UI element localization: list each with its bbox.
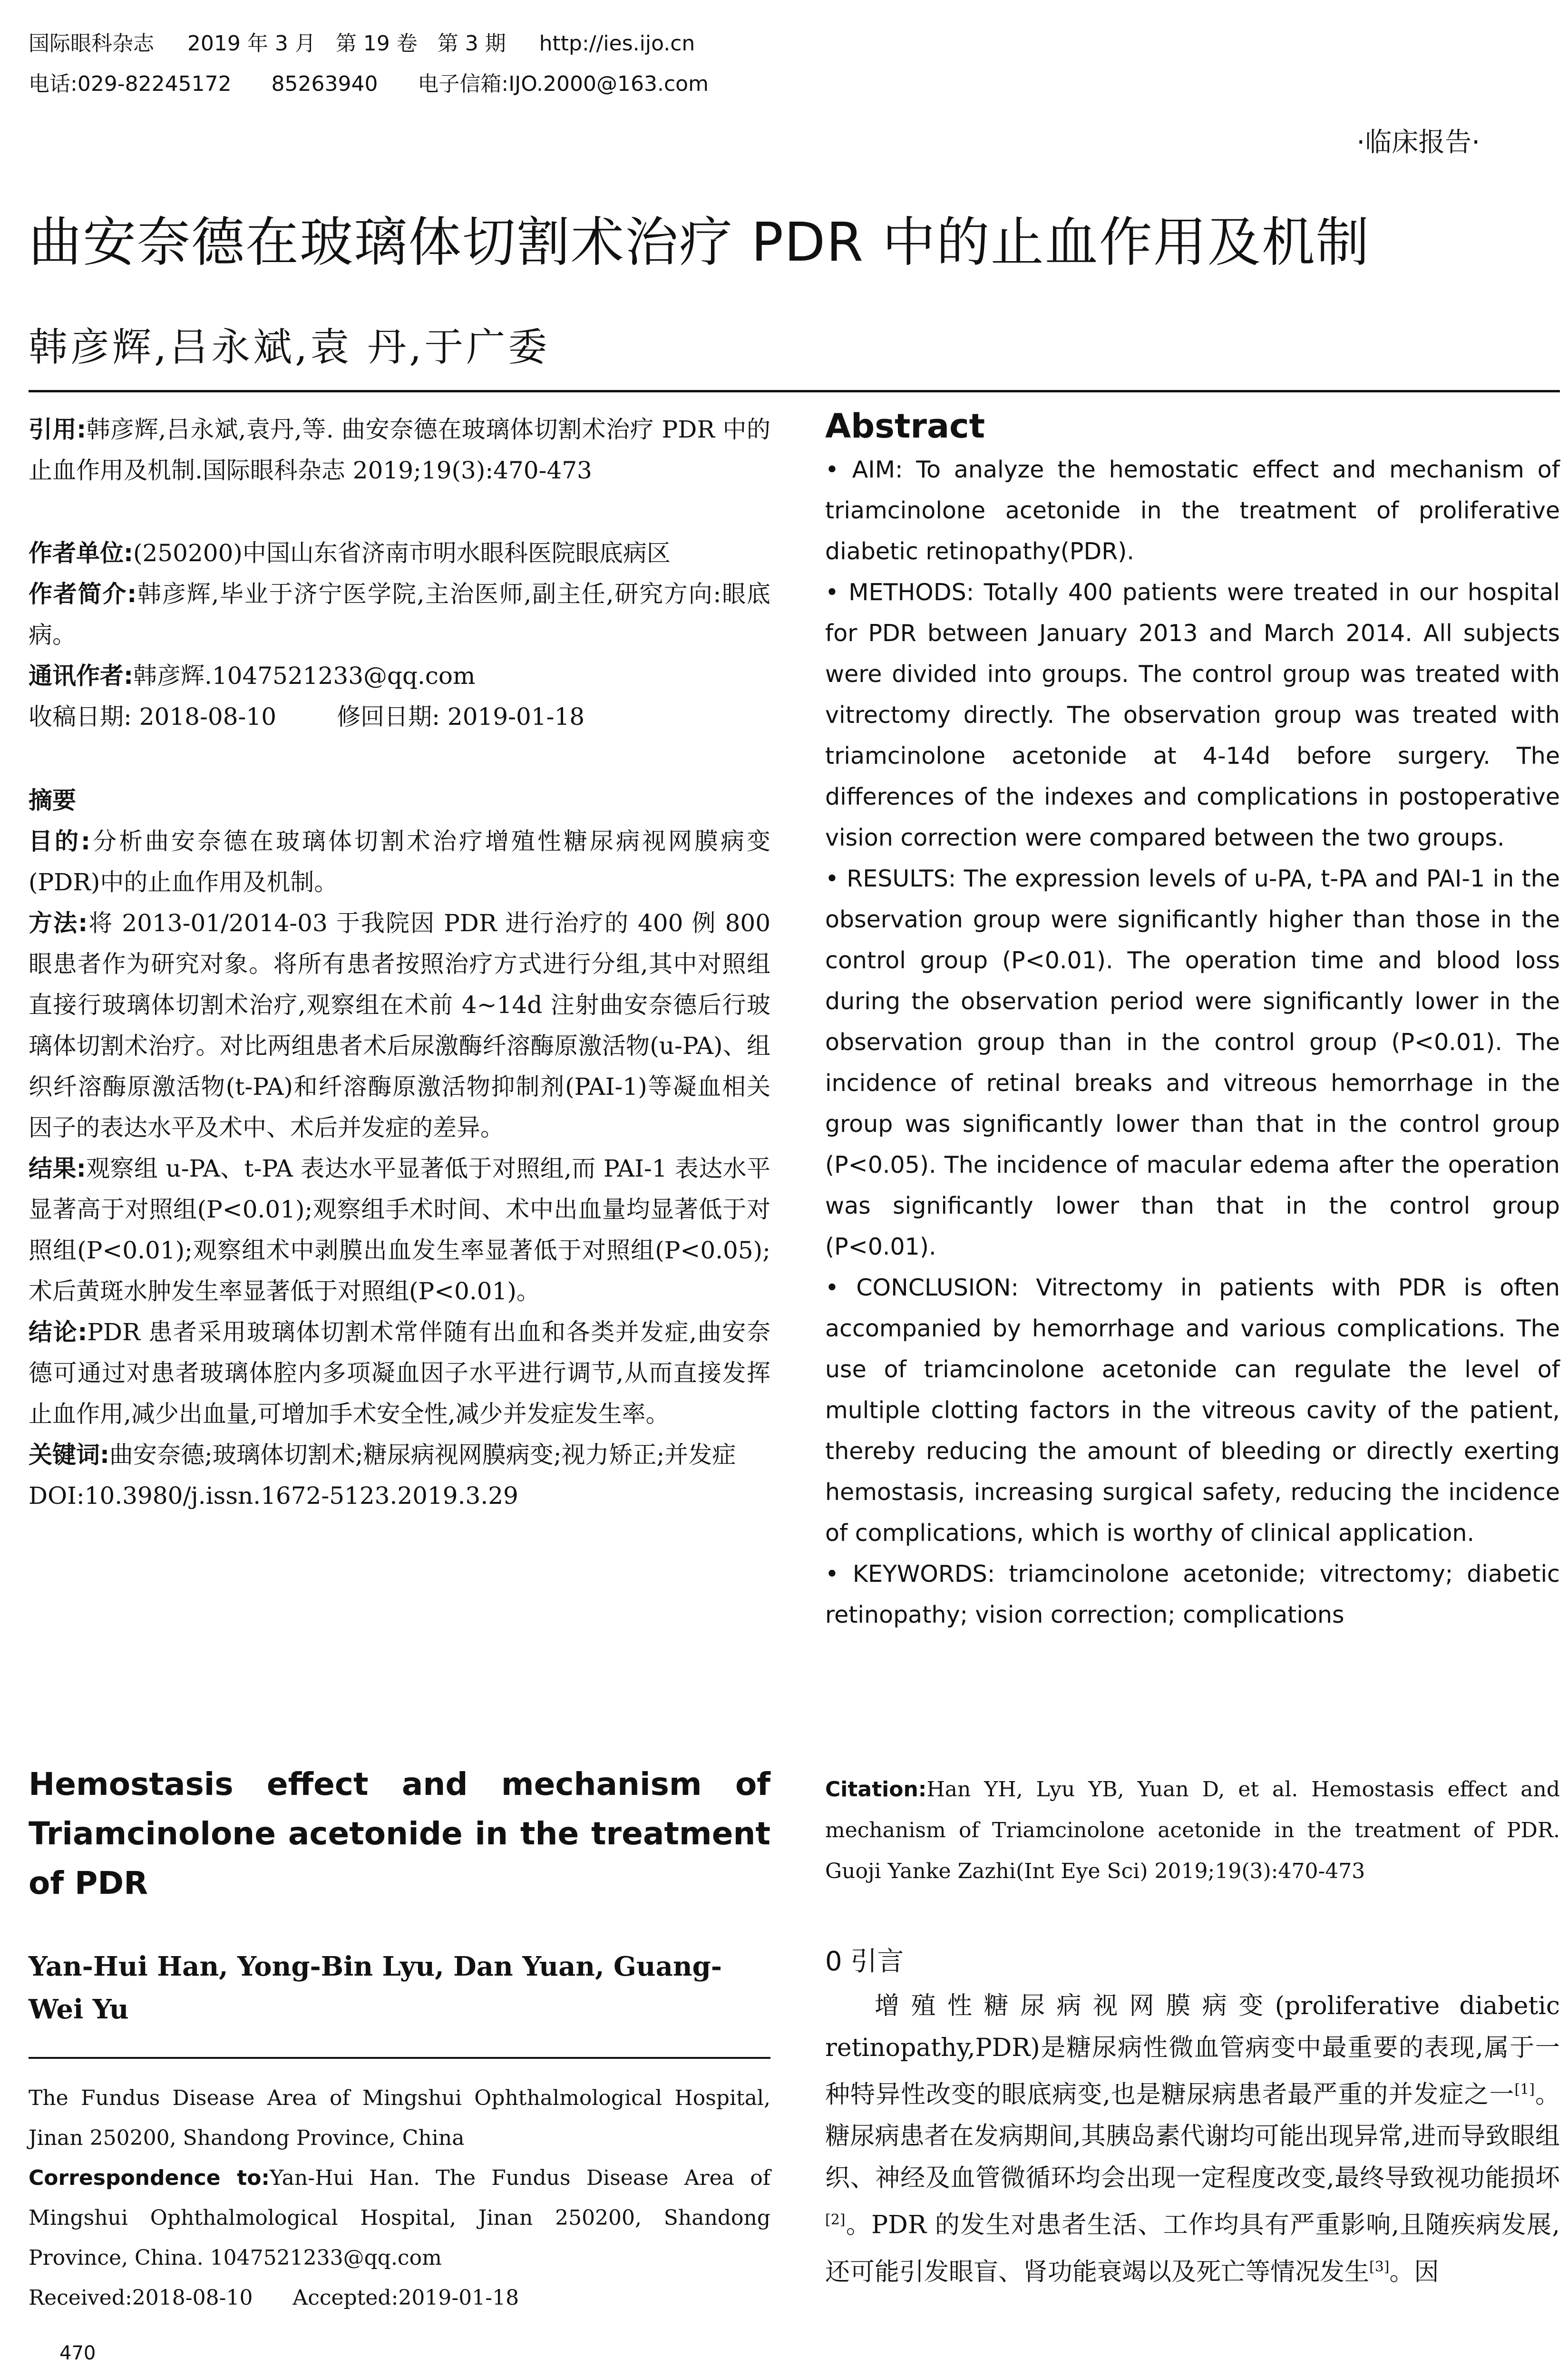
intro-text-1: 增殖性糖尿病视网膜病变(proliferative diabetic retinopathy,PDR)是糖尿病性微血管病变中最重要的表现,属于一种特异性改变的眼底病变,也是糖尿病患者最严重的并发症之一 [825, 1992, 1560, 2109]
intro-text-3: 。PDR 的发生对患者生活、工作均具有严重影响,且随疾病发展,还可能引发眼盲、肾功能衰竭以及死亡等情况发生 [825, 2211, 1560, 2286]
affiliation-rule [29, 2057, 770, 2059]
doi-text: DOI:10.3980/j.issn.1672-5123.2019.3.29 [29, 1482, 518, 1510]
abstract-en [825, 407, 1560, 1636]
abstract-en-heading: Abstract [825, 407, 985, 446]
title-rule [29, 390, 1560, 392]
citation-en-label: Citation: [825, 1777, 927, 1802]
citation-en [825, 1769, 1560, 1892]
citation-cn-text: 韩彦辉,吕永斌,袁丹,等. 曲安奈德在玻璃体切割术治疗 PDR 中的止血作用及机制.国际眼科杂志 2019;19(3):470-473 [29, 416, 770, 484]
intro-heading: 0 引言 [825, 1946, 904, 1977]
page-number: 470 [59, 2342, 96, 2364]
journal-header-line2: 电话:029-82245172 85263940 电子信箱:IJO.2000@163.com [29, 72, 709, 96]
intro-paragraph [825, 1985, 1560, 2293]
intro-text-4: 。因 [1389, 2257, 1439, 2286]
article-title: 曲安奈德在玻璃体切割术治疗 PDR 中的止血作用及机制 [29, 212, 1370, 273]
english-received: Received:2018-08-10 Accepted:2019-01-18 [29, 2286, 519, 2310]
author-meta [29, 533, 770, 737]
english-affiliation-block [29, 2078, 770, 2318]
ref-3[interactable]: [3] [1369, 2258, 1390, 2275]
conclusion-cn-label: 结论: [29, 1318, 88, 1346]
corr-text: 韩彦辉.1047521233@qq.com [133, 662, 476, 690]
methods-en: • METHODS: Totally 400 patients were treated in our hospital for PDR between January 2013 and March 2014. All subjects were divided into groups. The control group was treated with vitrectomy directly. The observation group was treated with triamcinolone acetonide at 4-14d before surgery. The differences of the indexes and complications in postoperative vision correction were compared between the two groups. [825, 579, 1560, 851]
english-corr-text: Yan-Hui Han. The Fundus Disease Area of Mingshui Ophthalmological Hospital, Jinan 250200, Shandong Province, China. 1047521233@qq.com [29, 2166, 770, 2270]
intro-text-2: 。糖尿病患者在发病期间,其胰岛素代谢均可能出现异常,进而导致眼组织、神经及血管微循环均会出现一定程度改变,最终导致视功能损坏 [825, 2080, 1560, 2193]
citation-en-text: Han YH, Lyu YB, Yuan D, et al. Hemostasis effect and mechanism of Triamcinolone acetonide in the treatment of PDR. Guoji Yanke Zazhi(Int Eye Sci) 2019;19(3):470-473 [825, 1777, 1560, 1883]
keywords-en: • KEYWORDS: triamcinolone acetonide; vitrectomy; diabetic retinopathy; vision correction; complications [825, 1560, 1560, 1628]
aim-cn-label: 目的: [29, 828, 90, 855]
keywords-cn-label: 关键词: [29, 1441, 109, 1469]
citation-cn [29, 409, 770, 491]
bio-text: 韩彦辉,毕业于济宁医学院,主治医师,副主任,研究方向:眼底病。 [29, 580, 770, 649]
conclusion-cn-text: PDR 患者采用玻璃体切割术常伴随有出血和各类并发症,曲安奈德可通过对患者玻璃体腔内多项凝血因子水平进行调节,从而直接发挥止血作用,减少出血量,可增加手术安全性,减少并发症发生率。 [29, 1318, 770, 1428]
ref-2[interactable]: [2] [825, 2211, 846, 2229]
received-dates-cn: 收稿日期: 2018-08-10 修回日期: 2019-01-18 [29, 703, 585, 731]
results-en: • RESULTS: The expression levels of u-PA, t-PA and PAI-1 in the observation group were significantly higher than those in the control group (P<0.01). The operation time and blood loss during the observation period were significantly lower in the observation group than in the control group (P<0.01). The incidence of retinal breaks and vitreous hemorrhage in the group was significantly lower than that in the control group (P<0.05). The incidence of macular edema after the operation was significantly lower than that in the control group (P<0.01). [825, 865, 1560, 1260]
introduction [825, 1940, 1560, 2293]
methods-cn-text: 将 2013-01/2014-03 于我院因 PDR 进行治疗的 400 例 800 眼患者作为研究对象。将所有患者按照治疗方式进行分组,其中对照组直接行玻璃体切割术治疗,观察组在术前 4~14d 注射曲安奈德后行玻璃体切割术治疗。对比两组患者术后尿激酶纤溶酶原激活物(u-PA)、组织纤溶酶原激活物(t-PA)和纤溶酶原激活物抑制剂(PAI-1)等凝血相关因子的表达水平及术中、术后并发症的差异。 [29, 909, 770, 1141]
corr-label: 通讯作者: [29, 662, 133, 690]
english-title: Hemostasis effect and mechanism of Triamcinolone acetonide in the treatment of PDR [29, 1766, 770, 1901]
abstract-cn-heading: 摘要 [29, 787, 76, 814]
methods-cn-label: 方法: [29, 909, 88, 937]
bio-label: 作者简介: [29, 580, 137, 608]
results-cn-label: 结果: [29, 1155, 86, 1182]
english-corr-label: Correspondence to: [29, 2166, 270, 2190]
unit-text: (250200)中国山东省济南市明水眼科医院眼底病区 [133, 539, 671, 567]
conclusion-en: • CONCLUSION: Vitrectomy in patients with PDR is often accompanied by hemorrhage and various complications. The use of triamcinolone acetonide can regulate the level of multiple clotting factors in the vitreous cavity of the patient, thereby reducing the amount of bleeding or directly exerting hemostasis, increasing surgical safety, reducing the incidence of complications, which is worthy of clinical application. [825, 1274, 1560, 1547]
unit-label: 作者单位: [29, 539, 133, 567]
ref-1[interactable]: [1] [1514, 2081, 1535, 2098]
results-cn-text: 观察组 u-PA、t-PA 表达水平显著低于对照组,而 PAI-1 表达水平显著高于对照组(P<0.01);观察组手术时间、术中出血量均显著低于对照组(P<0.01);观察组术中剥膜出血发生率显著低于对照组(P<0.05);术后黄斑水肿发生率显著低于对照组(P<0.01)。 [29, 1155, 770, 1305]
english-affiliation: The Fundus Disease Area of Mingshui Ophthalmological Hospital, Jinan 250200, Shandong Province, China [29, 2086, 770, 2150]
keywords-cn-text: 曲安奈德;玻璃体切割术;糖尿病视网膜病变;视力矫正;并发症 [109, 1441, 736, 1469]
citation-cn-label: 引用: [29, 416, 87, 443]
english-authors: Yan-Hui Han, Yong-Bin Lyu, Dan Yuan, Guang-Wei Yu [29, 1951, 722, 2025]
aim-en: • AIM: To analyze the hemostatic effect and mechanism of triamcinolone acetonide in the treatment of proliferative diabetic retinopathy(PDR). [825, 456, 1560, 565]
journal-header-line1: 国际眼科杂志 2019 年 3 月 第 19 卷 第 3 期 http://ies.ijo.cn [29, 31, 695, 56]
section-tag: ·临床报告· [1356, 127, 1480, 158]
authors-cn: 韩彦辉,吕永斌,袁 丹,于广委 [29, 325, 550, 370]
aim-cn-text: 分析曲安奈德在玻璃体切割术治疗增殖性糖尿病视网膜病变(PDR)中的止血作用及机制。 [29, 828, 770, 896]
abstract-cn [29, 780, 770, 1516]
